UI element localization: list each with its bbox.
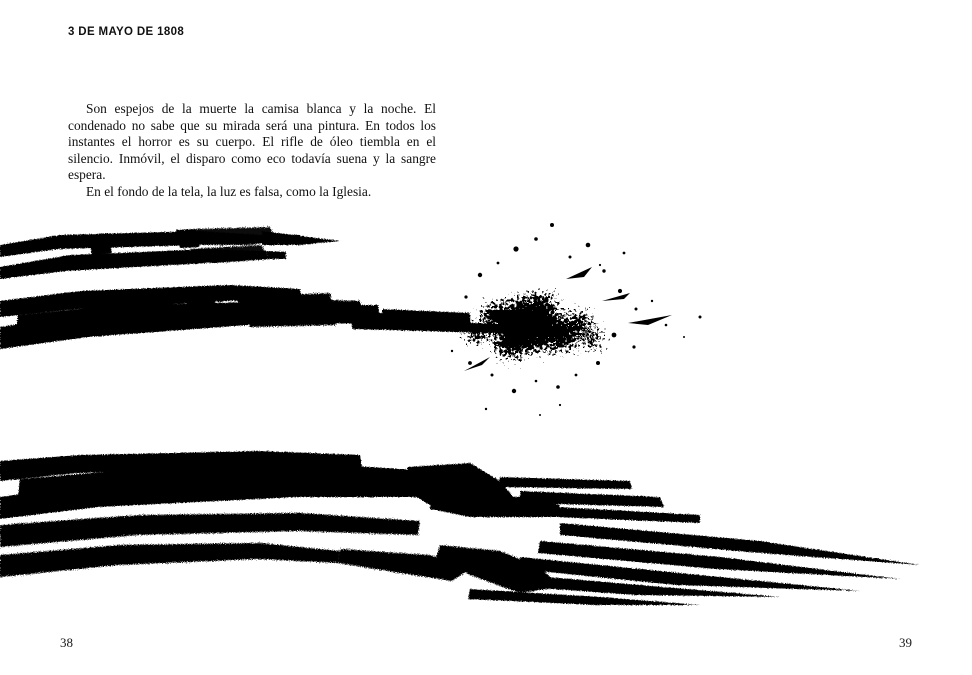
page-number-right: 39	[899, 635, 912, 650]
rifles-ink-illustration	[0, 205, 972, 615]
body-text-block	[68, 101, 436, 201]
page-number-left: 38	[60, 635, 73, 650]
running-head: 3 DE MAYO DE 1808	[68, 26, 185, 38]
paragraph-1: Son espejos de la muerte la camisa blanca y la noche. El condenado no sabe que su mirada será una pintura. En todos los instantes el horror es su cuerpo. El rifle de óleo tiembla en el silencio. Inmóvil, el disparo como eco todavía suena y la sangre espera.	[68, 101, 436, 183]
paragraph-2: En el fondo de la tela, la luz es falsa, como la Iglesia.	[86, 183, 372, 199]
